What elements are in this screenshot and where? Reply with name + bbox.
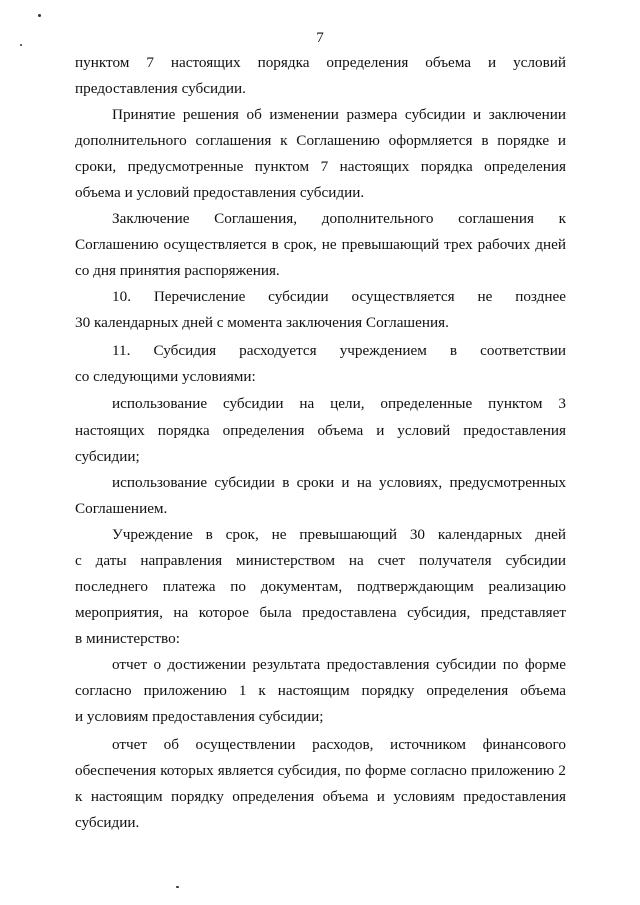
text-line: 11. Субсидия расходуется учреждением в соответствии bbox=[112, 342, 566, 359]
page-number: 7 bbox=[316, 30, 324, 46]
scan-speck bbox=[20, 44, 22, 46]
text-line: субсидии; bbox=[75, 448, 140, 465]
text-line: предоставления субсидии. bbox=[75, 80, 246, 97]
text-line: согласно приложению 1 к настоящим порядку определения объема bbox=[75, 682, 566, 699]
text-line: дополнительного соглашения к Соглашению оформляется в порядке и bbox=[75, 132, 566, 149]
text-line: Учреждение в срок, не превышающий 30 календарных дней bbox=[112, 526, 566, 543]
text-line: отчет о достижении результата предоставления субсидии по форме bbox=[112, 656, 566, 673]
text-line: настоящих порядка определения объема и условий предоставления bbox=[75, 422, 566, 439]
text-line: 30 календарных дней с момента заключения Соглашения. bbox=[75, 314, 449, 331]
scan-speck bbox=[176, 886, 179, 888]
text-line: использование субсидии на цели, определенные пунктом 3 bbox=[112, 395, 566, 412]
text-line: Принятие решения об изменении размера субсидии и заключении bbox=[112, 106, 566, 123]
text-line: 10. Перечисление субсидии осуществляется не позднее bbox=[112, 288, 566, 305]
text-line: в министерство: bbox=[75, 630, 180, 647]
text-line: Заключение Соглашения, дополнительного соглашения к bbox=[112, 210, 566, 227]
text-line: обеспечения которых является субсидия, по форме согласно приложению 2 bbox=[75, 762, 566, 779]
text-line: субсидии. bbox=[75, 814, 140, 831]
text-line: отчет об осуществлении расходов, источником финансового bbox=[112, 736, 566, 753]
text-line: и условиям предоставления субсидии; bbox=[75, 708, 324, 725]
text-line: со следующими условиями: bbox=[75, 368, 256, 385]
text-line: Соглашением. bbox=[75, 500, 168, 517]
text-line: сроки, предусмотренные пунктом 7 настоящих порядка определения bbox=[75, 158, 566, 175]
text-line: мероприятия, на которое была предоставлена субсидия, представляет bbox=[75, 604, 566, 621]
text-line: использование субсидии в сроки и на условиях, предусмотренных bbox=[112, 474, 566, 491]
scan-speck bbox=[38, 14, 41, 17]
text-line: с даты направления министерством на счет получателя субсидии bbox=[75, 552, 566, 569]
text-line: последнего платежа по документам, подтверждающим реализацию bbox=[75, 578, 566, 595]
text-line: Соглашению осуществляется в срок, не превышающий трех рабочих дней bbox=[75, 236, 566, 253]
text-line: к настоящим порядку определения объема и условиям предоставления bbox=[75, 788, 566, 805]
text-line: объема и условий предоставления субсидии. bbox=[75, 184, 365, 201]
text-line: со дня принятия распоряжения. bbox=[75, 262, 280, 279]
text-line: пунктом 7 настоящих порядка определения объема и условий bbox=[75, 54, 566, 71]
